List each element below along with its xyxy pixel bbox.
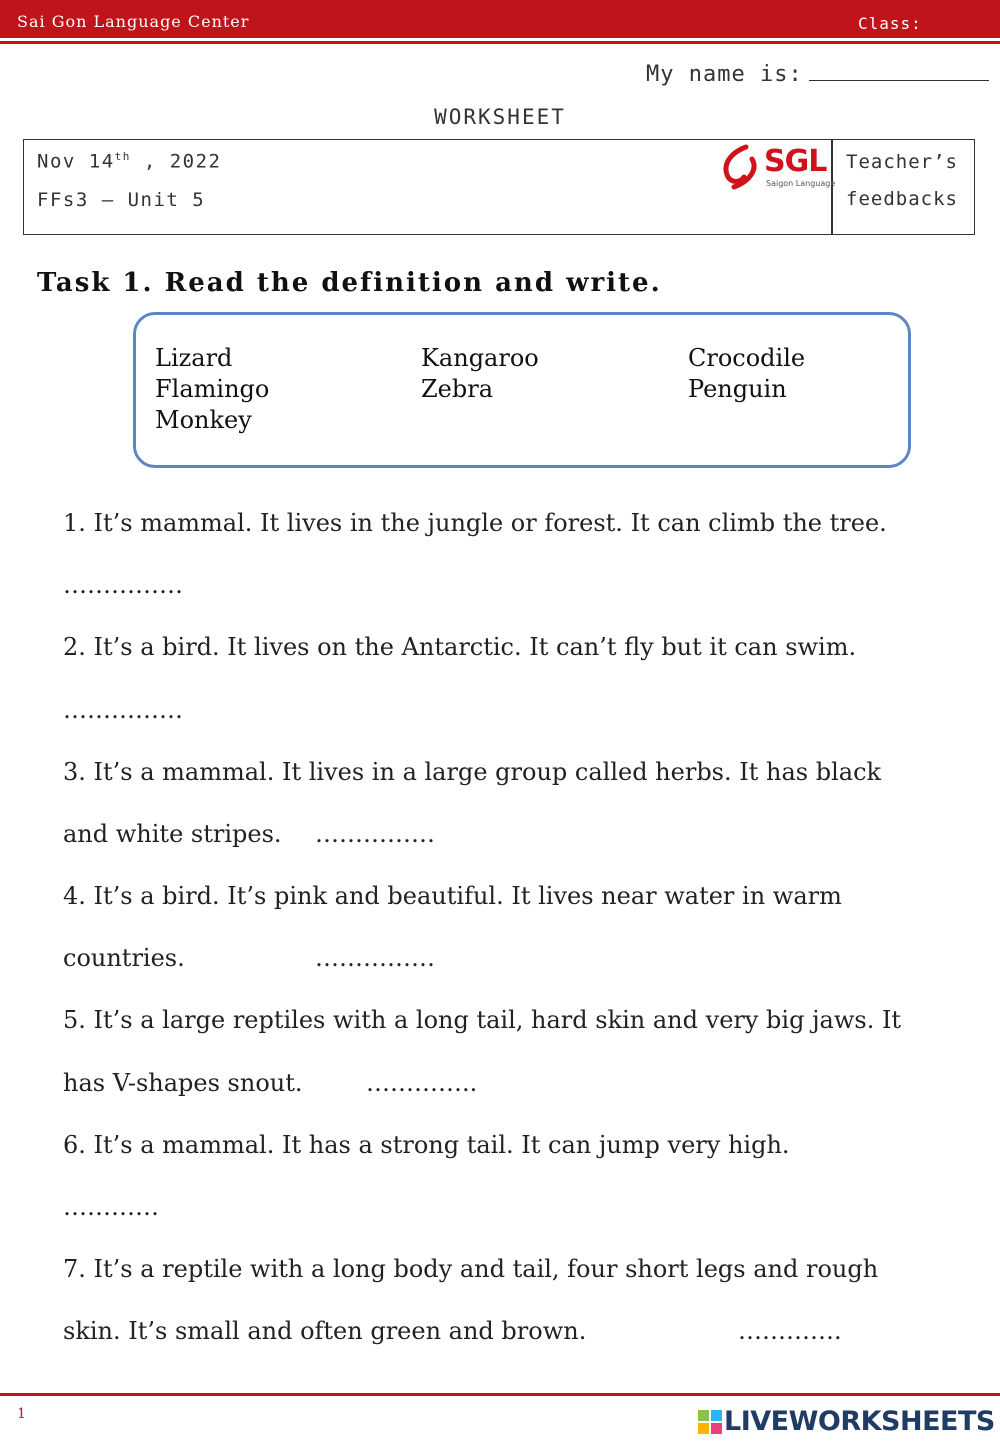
question-4: 4. It’s a bird. It’s pink and beautiful. It lives near water in warm [63,882,842,910]
word-kangaroo: Kangaroo [421,344,539,372]
answer-blank-5[interactable]: ………….. [366,1069,478,1097]
question-5-cont: has V-shapes snout. [63,1069,303,1097]
footer-rule [0,1393,1000,1396]
feedback-label-line2: feedbacks [846,188,958,210]
logo-text: SGL [764,144,827,179]
liveworksheets-icon [698,1410,722,1434]
question-3-cont: and white stripes. [63,820,282,848]
logo-subtext: Saigon Language [766,179,836,188]
worksheet-title: WORKSHEET [434,105,566,129]
question-2: 2. It’s a bird. It lives on the Antarctic. It can’t fly but it can swim. [63,633,857,661]
question-3: 3. It’s a mammal. It lives in a large group called herbs. It has black [63,758,882,786]
answer-blank-7[interactable]: …………. [738,1317,842,1345]
center-name: Sai Gon Language Center [17,12,250,31]
unit-text: FFs3 – Unit 5 [37,189,206,211]
name-label: My name is: [646,62,803,87]
page-number: 1 [17,1406,26,1422]
date-text [37,150,221,172]
word-zebra: Zebra [421,375,494,403]
answer-blank-1[interactable]: …………… [63,571,183,599]
name-row [646,62,989,87]
word-crocodile: Crocodile [688,344,806,372]
question-7-cont: skin. It’s small and often green and brown. [63,1317,587,1345]
header-rule [0,41,1000,44]
question-4-cont: countries. [63,944,185,972]
liveworksheets-brand[interactable]: LIVEWORKSHEETS [724,1406,995,1437]
date-main: Nov 14 [37,150,115,173]
word-monkey: Monkey [155,406,252,434]
feedback-label-line1: Teacher’s [846,151,958,173]
word-flamingo: Flamingo [155,375,270,403]
question-6: 6. It’s a mammal. It has a strong tail. It can jump very high. [63,1131,790,1159]
answer-blank-3[interactable]: …………… [315,820,435,848]
question-1: 1. It’s mammal. It lives in the jungle or forest. It can climb the tree. [63,509,887,537]
word-lizard: Lizard [155,344,233,372]
task-title: Task 1. Read the definition and write. [37,268,662,298]
date-year: , 2022 [130,150,222,173]
question-7: 7. It’s a reptile with a long body and tail, four short legs and rough [63,1255,879,1283]
answer-blank-6[interactable]: ………… [63,1193,159,1221]
answer-blank-2[interactable]: …………… [63,696,183,724]
question-5: 5. It’s a large reptiles with a long tail, hard skin and very big jaws. It [63,1006,902,1034]
word-penguin: Penguin [688,375,787,403]
answer-blank-4[interactable]: …………… [315,944,435,972]
date-sup: th [114,150,131,163]
class-label: Class: [858,14,922,33]
name-blank[interactable] [809,62,989,81]
